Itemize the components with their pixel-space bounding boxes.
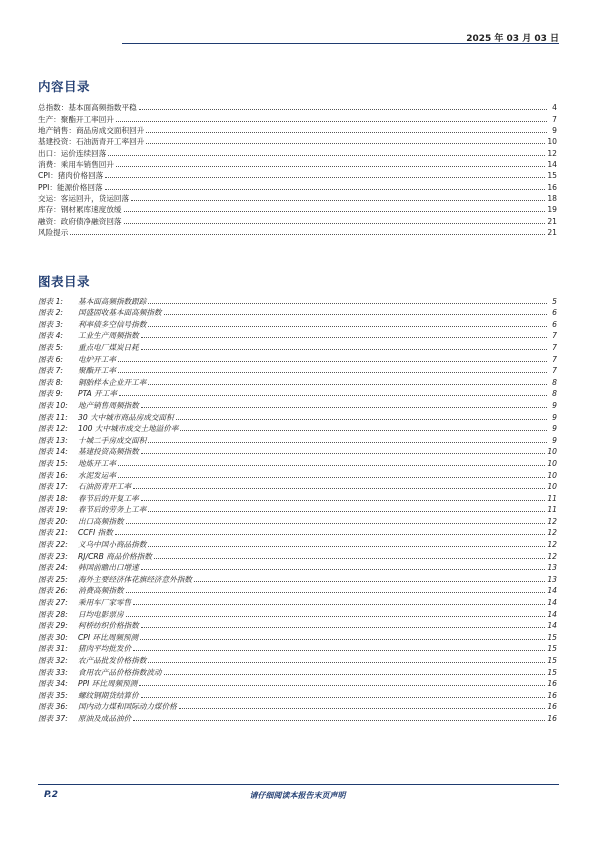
toc-entry[interactable]	[38, 192, 557, 203]
page-ref: 8	[552, 377, 557, 387]
figure-number: 图表 11:	[38, 412, 68, 422]
figure-title: 聚酯开工率	[78, 366, 116, 376]
page-ref: 10	[547, 482, 557, 492]
figure-title: 春节后的开复工率	[78, 493, 139, 503]
page-ref: 7	[552, 331, 557, 341]
dot-leader	[141, 569, 546, 570]
figure-toc-entry[interactable]	[38, 294, 557, 306]
figure-title: 出口高频指数	[78, 516, 124, 526]
figure-toc-entry[interactable]	[38, 468, 557, 480]
figure-title: 100 大中城市成交土地溢价率	[78, 424, 179, 434]
figure-toc-entry[interactable]	[38, 677, 557, 689]
figure-number: 图表 6:	[38, 354, 63, 364]
figure-entry-label	[38, 389, 117, 398]
figure-number: 图表 33:	[38, 667, 68, 677]
figure-number: 图表 18:	[38, 493, 68, 503]
figure-entry-label	[38, 424, 178, 433]
figure-entry-label	[38, 679, 137, 688]
header-divider	[122, 43, 559, 44]
figure-entry-label	[38, 656, 146, 665]
figure-title: 春节后的劳务上工率	[78, 505, 147, 515]
figure-entry-label	[38, 401, 139, 410]
figure-toc-entry[interactable]	[38, 665, 557, 677]
toc-entry-label: 总指数：基本面高频指数平稳	[38, 103, 137, 113]
figure-entry-label	[38, 517, 124, 526]
figure-number: 图表 32:	[38, 656, 68, 665]
figure-entry-label	[38, 633, 138, 642]
figure-entry-label	[38, 459, 116, 468]
dot-leader	[140, 639, 545, 640]
dot-leader	[124, 223, 546, 224]
dot-leader	[133, 650, 545, 651]
figure-toc-entry[interactable]	[38, 340, 557, 352]
figure-number: 图表 29:	[38, 621, 68, 631]
figure-entry-label	[38, 494, 139, 503]
figure-entry-label	[38, 436, 146, 445]
figure-entry-label	[38, 691, 139, 700]
figure-toc-entry[interactable]	[38, 514, 557, 526]
figure-title: 地炼开工率	[78, 458, 116, 468]
page-ref: 18	[547, 194, 557, 204]
page-ref: 16	[547, 713, 557, 723]
page-ref: 12	[547, 551, 557, 561]
figure-entry-label	[38, 714, 131, 723]
figure-toc-entry[interactable]	[38, 561, 557, 573]
dot-leader	[148, 662, 545, 663]
dot-leader	[119, 395, 547, 396]
page-ref: 5	[552, 296, 557, 306]
figure-number: 图表 9:	[38, 389, 63, 399]
figure-number: 图表 30:	[38, 632, 68, 642]
page-ref: 13	[547, 574, 557, 584]
figure-number: 图表 27:	[38, 598, 68, 608]
figure-number: 图表 2:	[38, 308, 63, 318]
figure-toc-entry[interactable]	[38, 480, 557, 492]
figure-title: 水泥发运率	[78, 470, 116, 480]
figure-number: 图表 34:	[38, 679, 68, 689]
figure-number: 图表 28:	[38, 609, 68, 619]
figure-toc-entry[interactable]	[38, 445, 557, 457]
figure-title: 消费高频指数	[78, 586, 124, 596]
figure-entry-label	[38, 343, 139, 352]
toc-entry-label: 风险提示	[38, 228, 69, 238]
page-ref: 11	[547, 505, 557, 515]
page-ref: 9	[552, 126, 557, 136]
figure-number: 图表 17:	[38, 482, 68, 492]
figures-title: 图表目录	[38, 274, 91, 289]
figure-entry-label	[38, 528, 113, 537]
figure-title: 猪肉平均批发价	[78, 644, 132, 654]
dot-leader	[148, 442, 547, 443]
toc-entry-label: 生产：聚酯开工率回升	[38, 114, 114, 124]
dot-leader	[139, 685, 545, 686]
dot-leader	[133, 488, 545, 489]
page-ref: 16	[547, 182, 557, 192]
figure-title: 工业生产周频指数	[78, 331, 139, 341]
page-ref: 15	[547, 644, 557, 654]
figure-entry-label	[38, 482, 131, 491]
figure-toc-entry[interactable]	[38, 688, 557, 700]
figure-title: 柯桥纺织价格指数	[78, 621, 139, 631]
figure-number: 图表 14:	[38, 447, 68, 457]
figure-number: 图表 4:	[38, 331, 63, 341]
figure-title: 乘用车厂家零售	[78, 598, 132, 608]
page-ref: 15	[547, 632, 557, 642]
figure-number: 图表 23:	[38, 551, 68, 561]
page-ref: 12	[547, 528, 557, 538]
toc-entry-label: 出口：运价连续回落	[38, 148, 107, 158]
figure-toc-entry[interactable]	[38, 503, 557, 515]
figure-number: 图表 37:	[38, 713, 68, 723]
dot-leader	[148, 303, 547, 304]
figure-toc-entry[interactable]	[38, 653, 557, 665]
figure-number: 图表 25:	[38, 574, 68, 584]
figure-entry-label	[38, 505, 146, 514]
dot-leader	[148, 326, 547, 327]
figure-toc-entry[interactable]	[38, 352, 557, 364]
page-ref: 15	[547, 667, 557, 677]
figure-title: 重点电厂煤炭日耗	[78, 342, 139, 352]
dot-leader	[105, 189, 546, 190]
toc-entry[interactable]	[38, 180, 557, 191]
figure-title: 十城二手房成交面积	[78, 435, 147, 445]
figure-number: 图表 26:	[38, 586, 68, 596]
toc-entry[interactable]	[38, 101, 557, 112]
figure-toc-entry[interactable]	[38, 433, 557, 445]
page-ref: 6	[552, 319, 557, 329]
dot-leader	[70, 234, 545, 235]
toc-entry[interactable]	[38, 203, 557, 214]
dot-leader	[148, 511, 545, 512]
dot-leader	[133, 604, 545, 605]
figure-title: 国盛固收基本面高频指数	[78, 308, 162, 318]
figure-entry-label	[38, 540, 146, 549]
dot-leader	[118, 361, 547, 362]
page-ref: 9	[552, 424, 557, 434]
dot-leader	[154, 558, 545, 559]
contents-title: 内容目录	[38, 79, 91, 94]
figure-title: 原油及成品油价	[78, 713, 132, 723]
figure-number: 图表 16:	[38, 470, 68, 480]
figure-title: PTA 开工率	[78, 389, 117, 399]
page-ref: 16	[547, 679, 557, 689]
dot-leader	[148, 384, 547, 385]
figure-toc-entry[interactable]	[38, 329, 557, 341]
figure-entry-label	[38, 355, 116, 364]
figure-entry-label	[38, 575, 192, 584]
dot-leader	[133, 720, 545, 721]
figure-title: RJ/CRB 商品价格指数	[78, 551, 152, 561]
figure-title: 地产销售周频指数	[78, 400, 139, 410]
figure-toc-entry[interactable]	[38, 549, 557, 561]
figure-toc-entry[interactable]	[38, 630, 557, 642]
figure-number: 图表 5:	[38, 342, 63, 352]
footer-disclaimer: 请仔细阅读本报告末页声明	[249, 791, 346, 800]
figure-number: 图表 15:	[38, 458, 68, 468]
figure-toc-entry[interactable]	[38, 584, 557, 596]
toc-entry[interactable]	[38, 158, 557, 169]
page-ref: 12	[547, 540, 557, 550]
page-ref: 14	[547, 160, 557, 170]
dot-leader	[146, 143, 545, 144]
page-ref: 7	[552, 366, 557, 376]
dot-leader	[116, 166, 545, 167]
dot-leader	[141, 453, 546, 454]
figure-entry-label	[38, 610, 124, 619]
figure-title: 农产品批发价格指数	[78, 656, 147, 665]
dot-leader	[118, 465, 545, 466]
figure-entry-label	[38, 563, 139, 572]
toc-entry-label: 基建投资：石油沥青开工率回升	[38, 137, 145, 147]
toc-entry[interactable]	[38, 169, 557, 180]
toc-entry-label: 消费：乘用车销售回升	[38, 160, 114, 170]
figure-number: 图表 21:	[38, 528, 68, 538]
figure-number: 图表 8:	[38, 377, 63, 387]
toc-entry-label: 库存：钢材累库速度放缓	[38, 205, 122, 215]
figure-toc-entry[interactable]	[38, 619, 557, 631]
dot-leader	[126, 523, 546, 524]
figure-toc-entry[interactable]	[38, 387, 557, 399]
figure-toc-entry[interactable]	[38, 711, 557, 723]
figure-entry-label	[38, 702, 177, 711]
figure-toc-entry[interactable]	[38, 375, 557, 387]
dot-leader	[164, 674, 546, 675]
dot-leader	[118, 477, 545, 478]
figure-title: 电炉开工率	[78, 354, 116, 364]
figure-entry-label	[38, 297, 146, 306]
figure-title: 30 大中城市商品房成交面积	[78, 412, 174, 422]
figure-entry-label	[38, 320, 146, 329]
report-date: 2025 年 03 月 03 日	[466, 34, 559, 44]
page-ref: 14	[547, 586, 557, 596]
dot-leader	[194, 581, 545, 582]
footer-divider	[38, 784, 559, 785]
figure-title: 义乌中国小商品指数	[78, 540, 147, 550]
dot-leader	[115, 534, 546, 535]
toc-entry-label: PPI：能源价格回落	[38, 182, 103, 192]
figure-title: 螺纹钢期货结算价	[78, 690, 139, 700]
page-ref: 10	[547, 470, 557, 480]
page-ref: 6	[552, 308, 557, 318]
figure-number: 图表 35:	[38, 690, 68, 700]
figure-number: 图表 10:	[38, 400, 68, 410]
page-ref: 13	[547, 563, 557, 573]
page-ref: 15	[547, 656, 557, 665]
figure-number: 图表 24:	[38, 563, 68, 573]
toc-entry[interactable]	[38, 146, 557, 157]
figure-entry-label	[38, 552, 152, 561]
page-ref: 7	[552, 354, 557, 364]
figure-number: 图表 36:	[38, 702, 68, 712]
toc-entry-label: 地产销售：商品房成交面积回升	[38, 126, 145, 136]
toc-entry[interactable]	[38, 214, 557, 225]
figure-number: 图表 7:	[38, 366, 63, 376]
figures-list	[38, 294, 557, 723]
dot-leader	[141, 349, 547, 350]
page-ref: 4	[552, 103, 557, 113]
figure-entry-label	[38, 471, 116, 480]
page-ref: 9	[552, 435, 557, 445]
figure-entry-label	[38, 447, 139, 456]
dot-leader	[118, 372, 547, 373]
dot-leader	[126, 592, 546, 593]
page-ref: 11	[547, 493, 557, 503]
figure-toc-entry[interactable]	[38, 456, 557, 468]
figure-title: 石油沥青开工率	[78, 482, 132, 492]
page-ref: 9	[552, 412, 557, 422]
page-ref: 14	[547, 598, 557, 608]
figure-entry-label	[38, 308, 162, 317]
dot-leader	[141, 500, 546, 501]
figure-title: CPI 环比周频预测	[78, 632, 139, 642]
figure-number: 图表 22:	[38, 540, 68, 550]
dot-leader	[108, 155, 545, 156]
figure-entry-label	[38, 621, 139, 630]
figure-toc-entry[interactable]	[38, 317, 557, 329]
figure-entry-label	[38, 598, 131, 607]
toc-entry[interactable]	[38, 124, 557, 135]
figure-toc-entry[interactable]	[38, 607, 557, 619]
toc-entry[interactable]	[38, 112, 557, 123]
figure-number: 图表 20:	[38, 516, 68, 526]
page-ref: 15	[547, 171, 557, 181]
figure-number: 图表 31:	[38, 644, 68, 654]
dot-leader	[148, 546, 545, 547]
page-number: P.2	[44, 790, 58, 800]
figure-toc-entry[interactable]	[38, 537, 557, 549]
figure-entry-label	[38, 413, 174, 422]
figure-entry-label	[38, 366, 116, 375]
figure-entry-label	[38, 331, 139, 340]
figure-title: 基本面高频指数跟踪	[78, 296, 147, 306]
figure-number: 图表 12:	[38, 424, 68, 434]
page-ref: 14	[547, 609, 557, 619]
figure-toc-entry[interactable]	[38, 398, 557, 410]
page-ref: 12	[547, 516, 557, 526]
figure-toc-entry[interactable]	[38, 595, 557, 607]
figure-toc-entry[interactable]	[38, 364, 557, 376]
page-ref: 19	[547, 205, 557, 215]
figure-title: 食用农产品价格指数波动	[78, 667, 162, 677]
page-ref: 9	[552, 400, 557, 410]
toc-entry-label: 融资：政府债净融资回落	[38, 216, 122, 226]
page-ref: 10	[547, 137, 557, 147]
figure-toc-entry[interactable]	[38, 700, 557, 712]
dot-leader	[116, 121, 547, 122]
page-ref: 21	[547, 228, 557, 238]
dot-leader	[180, 430, 547, 431]
figure-toc-entry[interactable]	[38, 572, 557, 584]
dot-leader	[179, 708, 546, 709]
figure-toc-entry[interactable]	[38, 306, 557, 318]
figure-toc-entry[interactable]	[38, 422, 557, 434]
figure-number: 图表 19:	[38, 505, 68, 515]
figure-title: 日均电影票房	[78, 609, 124, 619]
page-ref: 10	[547, 447, 557, 457]
dot-leader	[139, 109, 547, 110]
page-ref: 8	[552, 389, 557, 399]
page-ref: 12	[547, 148, 557, 158]
page-ref: 14	[547, 621, 557, 631]
dot-leader	[164, 314, 547, 315]
figure-title: PPI 环比周频预测	[78, 679, 138, 689]
figure-number: 图表 1:	[38, 296, 63, 306]
figure-title: 利率债多空信号指数	[78, 319, 147, 329]
figure-title: CCFI 指数	[78, 528, 113, 538]
figure-title: 铜胎样本企业开工率	[78, 377, 147, 387]
figure-entry-label	[38, 586, 124, 595]
page-ref: 7	[552, 342, 557, 352]
figure-number: 图表 3:	[38, 319, 63, 329]
figure-entry-label	[38, 644, 131, 653]
page-ref: 7	[552, 114, 557, 124]
figure-title: 海外主要经济体花旗经济意外指数	[78, 574, 192, 584]
dot-leader	[126, 616, 546, 617]
figure-toc-entry[interactable]	[38, 410, 557, 422]
figure-title: 韩国前瞻出口增速	[78, 563, 139, 573]
dot-leader	[146, 132, 547, 133]
page-ref: 16	[547, 690, 557, 700]
toc-entry-label: CPI：猪肉价格回落	[38, 171, 104, 181]
figure-toc-entry[interactable]	[38, 642, 557, 654]
page-ref: 21	[547, 216, 557, 226]
figure-entry-label	[38, 378, 146, 387]
toc-entry[interactable]	[38, 226, 557, 237]
dot-leader	[141, 407, 547, 408]
figure-entry-label	[38, 668, 162, 677]
toc-entry[interactable]	[38, 135, 557, 146]
figure-title: 基建投资高频指数	[78, 447, 139, 457]
dot-leader	[141, 337, 547, 338]
page-ref: 16	[547, 702, 557, 712]
toc-entry-label: 交运：客运回升，货运回落	[38, 194, 130, 204]
figure-number: 图表 13:	[38, 435, 68, 445]
dot-leader	[131, 200, 545, 201]
contents-list	[38, 101, 557, 237]
dot-leader	[141, 697, 546, 698]
dot-leader	[141, 627, 546, 628]
figure-toc-entry[interactable]	[38, 491, 557, 503]
figure-title: 国内动力煤和国际动力煤价格	[78, 702, 177, 712]
page-ref: 10	[547, 458, 557, 468]
dot-leader	[124, 211, 546, 212]
dot-leader	[176, 419, 547, 420]
figure-toc-entry[interactable]	[38, 526, 557, 538]
dot-leader	[105, 177, 545, 178]
